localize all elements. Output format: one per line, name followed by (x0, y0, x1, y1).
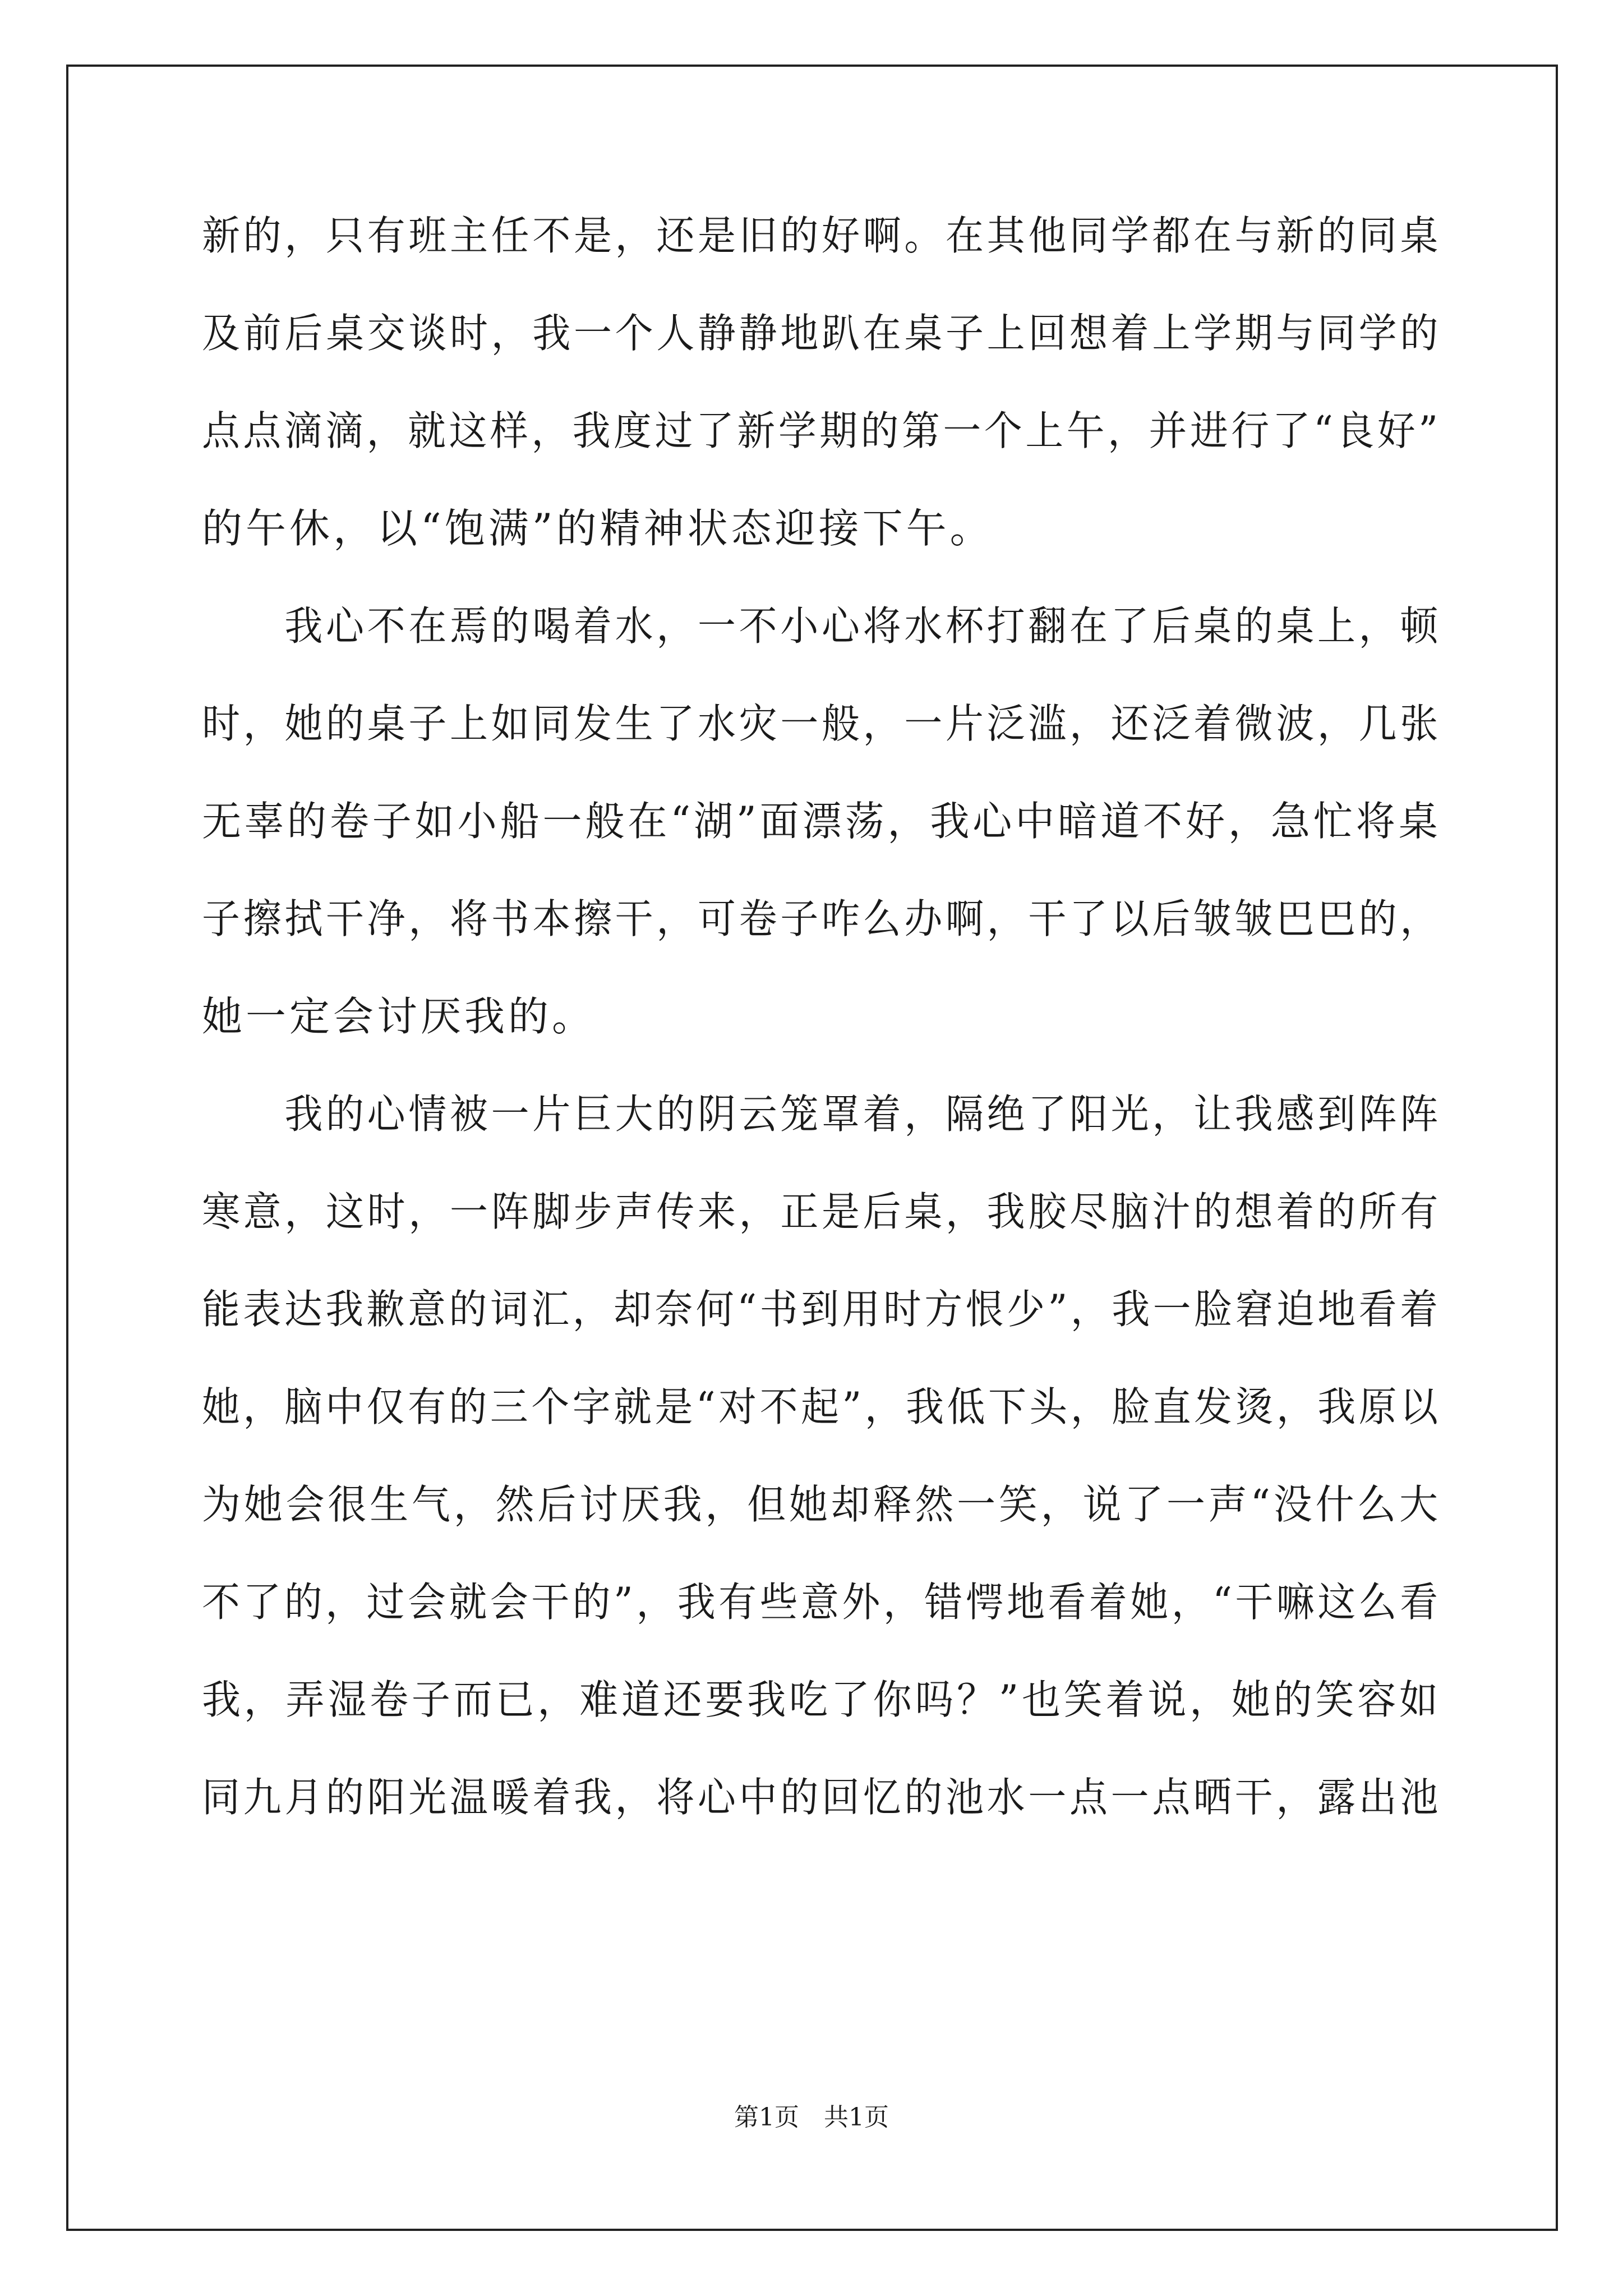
text-line: 我，弄湿卷子而已，难道还要我吃了你吗？”也笑着说，她的笑容如 (202, 1676, 1441, 1723)
text-line: 的午休，以“饱满”的精神状态迎接下午。 (202, 505, 994, 552)
text-line: 同九月的阳光温暖着我，将心中的回忆的池水一点一点晒干，露出池 (202, 1774, 1442, 1821)
text-line: 点点滴滴，就这样，我度过了新学期的第一个上午，并进行了“良好” (202, 407, 1441, 454)
text-line: 她一定会讨厌我的。 (202, 993, 596, 1040)
text-line: 及前后桌交谈时，我一个人静静地趴在桌子上回想着上学期与同学的 (202, 310, 1442, 357)
page-border (66, 65, 1558, 2231)
text-line: 为她会很生气，然后讨厌我，但她却释然一笑，说了一声“没什么大 (202, 1481, 1441, 1528)
text-line: 能表达我歉意的词汇，却奈何“书到用时方恨少”，我一脸窘迫地看着 (202, 1286, 1441, 1333)
text-line: 寒意，这时，一阵脚步声传来，正是后桌，我胶尽脑汁的想着的所有 (202, 1188, 1442, 1235)
text-line: 时，她的桌子上如同发生了水灾一般，一片泛滥，还泛着微波，几张 (202, 700, 1442, 747)
text-line: 我心不在焉的喝着水，一不小心将水杯打翻在了后桌的桌上，顿 (202, 602, 1442, 650)
text-line: 无辜的卷子如小船一般在“湖”面漂荡，我心中暗道不好，急忙将桌 (202, 798, 1441, 845)
text-line: 新的，只有班主任不是，还是旧的好啊。在其他同学都在与新的同桌 (202, 212, 1442, 259)
page-number-footer: 第1页 共1页 (734, 2103, 889, 2132)
text-line: 我的心情被一片巨大的阴云笼罩着，隔绝了阳光，让我感到阵阵 (202, 1091, 1442, 1138)
text-line: 不了的，过会就会干的”，我有些意外，错愕地看着她，“干嘛这么看 (202, 1579, 1441, 1626)
text-line: 她，脑中仅有的三个字就是“对不起”，我低下头，脸直发烫，我原以 (202, 1383, 1441, 1430)
text-line: 子擦拭干净，将书本擦干，可卷子咋么办啊，干了以后皱皱巴巴的， (202, 895, 1442, 942)
